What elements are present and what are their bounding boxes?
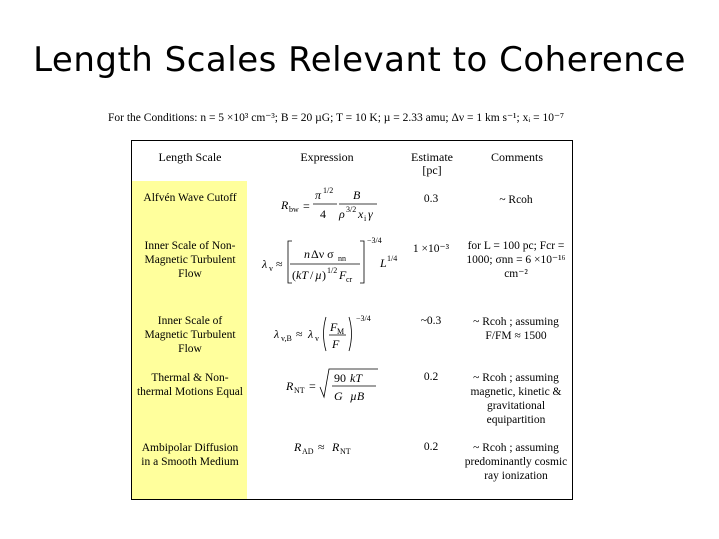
- estimate-alfven: 0.3: [423, 193, 439, 205]
- svg-text:v: v: [315, 334, 319, 343]
- estimate-nonmagnetic: 1 ×10⁻³: [412, 243, 450, 255]
- svg-text:nn: nn: [338, 254, 346, 263]
- row-label-magnetic: Inner Scale of Magnetic Turbulent Flow: [144, 315, 236, 355]
- svg-text:F: F: [332, 337, 340, 351]
- slide-title: Length Scales Relevant to Coherence: [33, 40, 686, 80]
- svg-text:kT: kT: [296, 268, 308, 282]
- svg-text:=: =: [309, 379, 316, 393]
- svg-text:R: R: [294, 440, 302, 454]
- row-label-ambipolar: Ambipolar Diffusion in a Smooth Medium: [141, 442, 239, 468]
- svg-text:G: G: [334, 389, 343, 403]
- row-label-alfven: Alfvén Wave Cutoff: [143, 192, 237, 204]
- conditions-line: For the Conditions: n = 5 ×10³ cm⁻³; B = 20 µG; T = 10 K; µ = 2.33 amu; Δν = 1 km s⁻¹; xᵢ = 10⁻⁷: [108, 112, 565, 124]
- svg-text:1/4: 1/4: [387, 254, 398, 263]
- svg-text:λ: λ: [274, 327, 280, 341]
- svg-text:ρ: ρ: [339, 207, 345, 221]
- expression-magnetic: [272, 311, 392, 361]
- svg-text:cr: cr: [346, 275, 353, 284]
- svg-text:3/2: 3/2: [346, 205, 357, 214]
- svg-text:bw: bw: [289, 205, 299, 214]
- comment-ambipolar: ~ Rcoh ; assuming predominantly cosmic ray ionization: [464, 442, 568, 482]
- svg-text:L: L: [380, 256, 387, 270]
- svg-text:µB: µB: [350, 389, 365, 403]
- row-label-thermal: Thermal & Non-thermal Motions Equal: [136, 372, 244, 398]
- svg-text:n: n: [304, 247, 310, 261]
- svg-text:AD: AD: [302, 447, 314, 456]
- svg-text:≈: ≈: [318, 440, 325, 454]
- estimate-ambipolar: 0.2: [423, 441, 439, 453]
- svg-text:=: =: [303, 199, 310, 213]
- header-comments: Comments: [490, 150, 543, 164]
- svg-text:λ: λ: [262, 257, 268, 271]
- svg-text:γ: γ: [368, 207, 373, 221]
- svg-text:−3/4: −3/4: [356, 314, 371, 323]
- row-label-nonmagnetic: Inner Scale of Non-Magnetic Turbulent Flow: [144, 240, 236, 280]
- svg-text:/: /: [310, 268, 314, 282]
- svg-text:4: 4: [320, 207, 326, 221]
- svg-text:−3/4: −3/4: [367, 236, 382, 245]
- expression-alfven: [277, 179, 387, 229]
- svg-text:M: M: [337, 327, 345, 336]
- header-estimate: Estimate [pc]: [411, 150, 453, 177]
- estimate-magnetic: ~0.3: [420, 315, 442, 327]
- svg-text:F: F: [339, 268, 347, 282]
- svg-text:π: π: [315, 188, 322, 202]
- header-length-scale: Length Scale: [158, 150, 222, 164]
- svg-text:i: i: [364, 214, 367, 223]
- svg-text:F: F: [330, 320, 338, 334]
- svg-text:1/2: 1/2: [323, 186, 334, 195]
- svg-text:90: 90: [334, 371, 346, 385]
- comment-thermal: ~ Rcoh ; assuming magnetic, kinetic & gravitational equipartition: [470, 372, 562, 426]
- svg-text:kT: kT: [350, 371, 362, 385]
- svg-text:NT: NT: [340, 447, 351, 456]
- header-expression: Expression: [300, 150, 354, 164]
- svg-text:R: R: [286, 379, 294, 393]
- svg-text:NT: NT: [294, 386, 305, 395]
- svg-text:v: v: [269, 264, 273, 273]
- svg-text:R: R: [332, 440, 340, 454]
- svg-text:v,B: v,B: [281, 334, 292, 343]
- comment-alfven: ~ Rcoh: [499, 194, 533, 206]
- comment-magnetic: ~ Rcoh ; assuming F/FM ≈ 1500: [473, 316, 559, 342]
- expression-ambipolar: [292, 435, 392, 463]
- svg-text:Δν σ: Δν σ: [311, 247, 334, 261]
- svg-text:µ: µ: [315, 268, 322, 282]
- expression-nonmagnetic: [260, 233, 400, 293]
- expression-thermal: [282, 363, 392, 413]
- estimate-thermal: 0.2: [423, 371, 439, 383]
- svg-text:≈: ≈: [296, 327, 303, 341]
- svg-text:λ: λ: [308, 327, 314, 341]
- svg-text:x: x: [358, 207, 364, 221]
- comment-nonmagnetic: for L = 100 pc; Fcr = 1000; σnn = 6 ×10⁻¹⁶ cm⁻²: [466, 240, 566, 280]
- svg-text:1/2: 1/2: [327, 266, 338, 275]
- length-scales-table: [131, 140, 573, 500]
- svg-text:≈: ≈: [276, 257, 283, 271]
- svg-text:): ): [322, 268, 326, 282]
- svg-text:R: R: [281, 198, 289, 212]
- svg-text:B: B: [353, 188, 361, 202]
- svg-text:(: (: [292, 268, 296, 282]
